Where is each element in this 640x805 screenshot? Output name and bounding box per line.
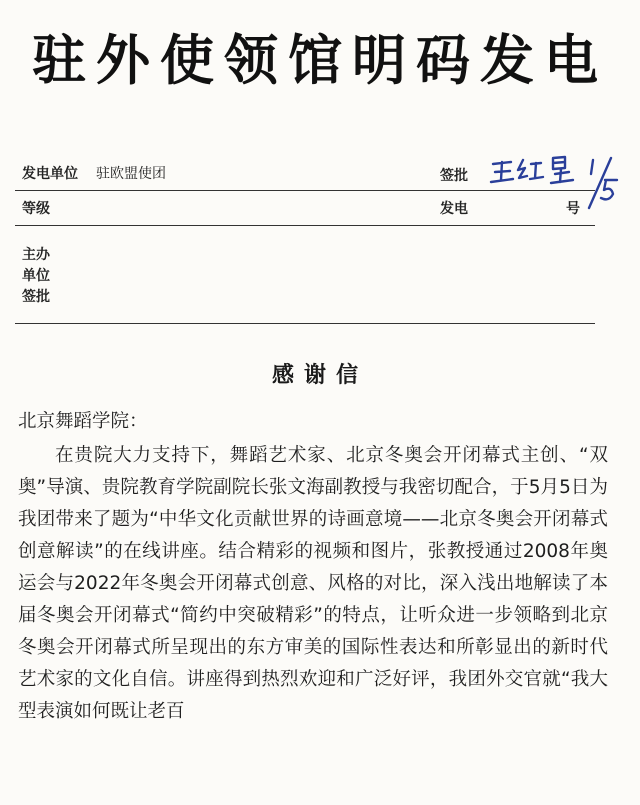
letter-title: 感谢信 [271, 363, 368, 388]
letter-body [18, 406, 608, 728]
document-title: 驻外使领馆明码发电 [32, 29, 608, 92]
grade-label: 等级 [22, 201, 50, 217]
host-label-line2: 单位 [22, 268, 50, 284]
number-label: 号 [566, 201, 580, 217]
header-rule-3 [15, 323, 595, 324]
handwritten-signature [485, 140, 625, 220]
salutation: 北京舞蹈学院： [18, 411, 148, 432]
approval-label: 签批 [440, 168, 468, 184]
letter-paragraph: 在贵院大力支持下，舞蹈艺术家、北京冬奥会开闭幕式主创、“双奥”导演、贵院教育学院副院长张文海副教授与我密切配合，于5月5日为我团带来了题为“中华文化贡献世界的诗画意境——北京冬奥会开闭幕式创意解读”的在线讲座。结合精彩的视频和图片，张教授通过2008年奥运会与2022年冬奥会开闭幕式创意、风格的对比，深入浅出地解读了本届冬奥会开闭幕式“简约中突破精彩”的特点，让听众进一步领略到北京冬奥会开闭幕式所呈现出的东方审美的国际性表达和所彰显出的新时代艺术家的文化自信。讲座得到热烈欢迎和广泛好评，我团外交官就“我大型表演如何既让老百 [18, 445, 608, 722]
header-rule-2 [15, 225, 595, 226]
sender-value: 驻欧盟使团 [96, 166, 166, 182]
sender-label: 发电单位 [22, 166, 78, 182]
header-rule-1 [15, 190, 595, 191]
host-label-line1: 主办 [22, 247, 50, 263]
host-label-line3: 签批 [22, 289, 50, 305]
telegram-label: 发电 [440, 201, 468, 217]
